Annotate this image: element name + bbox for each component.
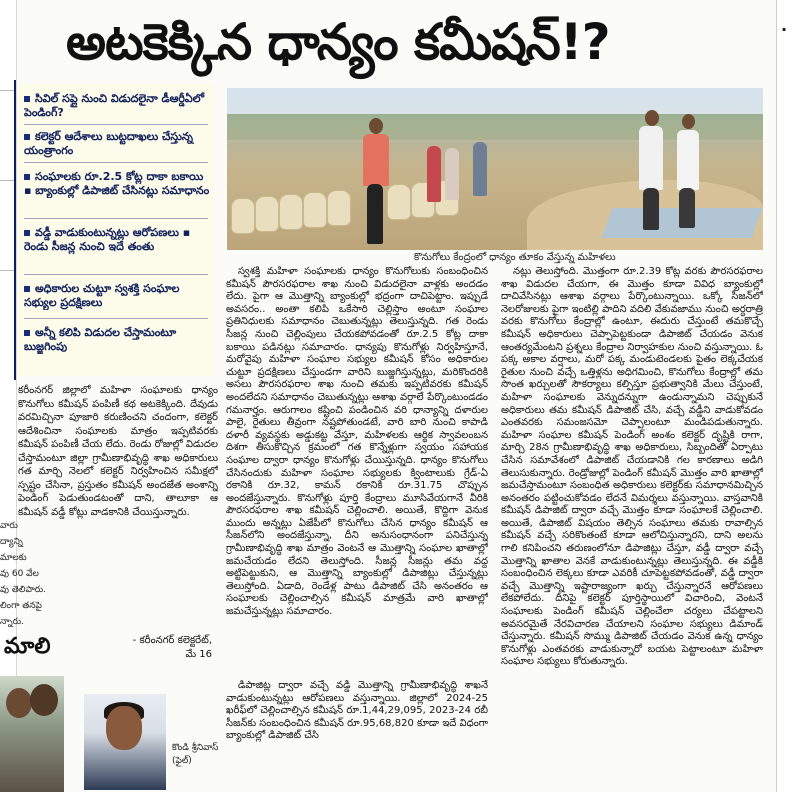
right-cropped-column	[776, 0, 800, 792]
highlight-separator	[24, 218, 208, 219]
fragment-text: వు తెలిపారు.	[0, 585, 47, 595]
person-head	[369, 118, 383, 134]
highlight-text: కలెక్టర్ ఆదేశాలు బుట్టదాఖలు చేస్తున్న యంత్రాంగం	[24, 130, 193, 157]
byline-date: మే 16	[185, 649, 212, 660]
highlight-separator	[24, 318, 208, 319]
body-paragraph: నట్లు తెలుస్తోంది. మొత్తంగా రూ.2.39 కోట్ల వరకు పౌరసరఫరాల శాఖ విడుదల చేయగా, ఈ మొత్తం కూడా వివిధ బ్యాంకుల్లో దాచివేసినట్లు ఆశాఖ వర్గాలు పేర్కొంటున్నాయి. ఒక్కో సీజన్‌లో నెలరోజులకు పైగా ఇంటిల్లి పాదిని వదిలి వేకువజాము నుంచి అర్ధరాత్రి వరకు కొనుగోలు కేంద్రాల్లో ఉంటూ, ఈదురు చేస్తుంటే తమకొచ్చే కమీషన్ అధికారులు చెప్పాపెట్టకుండా డిపాజిట్ చేయడం వెనుక ఆంతర్యమేంటని ప్రశ్నలు కేంద్రాల నిర్వాహకుల నుంచి వస్తున్నాయి. ఓ పక్క అకాల వర్షాలు, మరో పక్క మండుటెండలకు పైతం లెక్కచేయక రైతుల నుంచి వచ్చే ఒత్తిళ్లను అధిగమించి, కొనుగోలు కేంద్రాల్లో తమ సొంత ఖర్చులతో సౌకర్యాలు కల్పిస్తూ ప్రభుత్వానికి మేలు చేస్తుంటే, మహిళా సంఘాలకు వెన్నుదన్నుగా ఉండున్నామని చెప్పుకునే అధికారులు తమ కమీషన్ డిపాజిట్ చేసి, వచ్చే వడ్డీని వాడుకోవడం ఎంతవరకు సమంజసమో చెప్పాలంటూ మండిపడుతున్నారు. మహిళా సంఘాల కమీషన్ పెండింగ్ అంశం కలెక్టర్ దృష్టికి రాగా, మార్చి 28న గ్రామీణాభివృద్ధి శాఖ అధికారులు, సిబ్బందితో ఏర్పాటు చేసిన సమావేశంలో డిపాజిట్ చేయడానికి గల కారణాలు అడిగి తెలుసుకున్నారు. రెండ్రోజుల్లో పెండింగ్ కమీషన్ మొత్తం వారి ఖాతాల్లో జమచేస్తామంటూ సంబంధిత అధికారులు కలెక్టర్‌కు సమాధానమిచ్చిన అనంతరం పట్టించుకోవడం లేదనే విమర్శలు వస్తున్నాయి. వాస్తవానికి కమీషన్ డిపాజిట్ ద్వారా వచ్చే మొత్తం కూడా సంఘాలకే చెల్లించాలి. అయితే, డిపాజిట్ విషయం తెల్సిన సంఘాలు తమకు రావాల్సిన కమీషన్ వచ్చే సరికొంతంటే కూడా ఆలోచిస్తున్నారని, దాని అలను గాలి కనిపించని తరుణంలోనూ డిపాజిట్లు చేస్తూ, వడ్డీ ద్వారా వచ్చే మొత్తాన్ని ఖాతాల వెనకే వాడుకుంటున్నట్లు తెలుస్తున్నది. ఈ వడ్డీకి సంబంధించిన లెక్కలు కూడా ఎవరికీ చూపెట్టకపోవడంతో, వడ్డీ ద్వారా వచ్చే మొత్తాన్ని ఇష్టారాజ్యంగా ఖర్చు చేస్తున్నారనే ఆరోపణలు లేకపోలేదు. దీనిపై కలెక్టర్ పూర్తిస్థాయిలో విచారించి, వెంటనే సంఘాలకు పెండింగ్ కమీషన్ చెల్లించేలా చర్యలు చేపట్టాలని అవసరమైతే నేరవిచారణ చేయాలని సంఘాల సభ్యులు డిమాండ్ చేస్తున్నారు. కమీషన్ సొమ్ము డిపాజిట్ చేయడం వెనుక ఉన్న ధాన్యం కొనుగోళ్లు ఎంతవరకు వాడుకున్నారో బయట పెట్టాలంటూ మహిళా సంఘాల సభ్యులు కోరుతున్నారు.	[501, 266, 763, 668]
person-figure	[643, 188, 659, 230]
highlight-item	[24, 130, 214, 158]
fragment-text: లింగా తనపై	[0, 601, 42, 611]
photo-credit-name: కొండి శ్రీనివాస్	[172, 743, 219, 753]
person-figure	[639, 126, 663, 190]
person-head	[682, 114, 695, 129]
person-figure	[473, 142, 487, 196]
highlight-text: వడ్డీ వాడుకుంటున్నట్లు ఆరోపణలు ▪ రెండు సీజన్ల నుంచి ఇదే తంతు	[24, 226, 191, 253]
highlight-separator	[24, 162, 208, 163]
highlight-item	[24, 170, 214, 198]
fragment-text: న్నారు.	[0, 617, 24, 627]
highlight-text: అధికారుల చుట్టూ స్వశక్తి సంఘాల సభ్యుల ప్రదక్షిణలు	[24, 282, 180, 309]
byline	[120, 634, 212, 662]
grain-sack	[303, 192, 327, 228]
body-paragraph: డిపాజిట్ల ద్వారా వచ్చే వడ్డీ మొత్తాన్ని గ్రామీణాభివృద్ధి శాఖనే వాడుకుంటున్నట్లు ఆరోపణలు వస్తున్నాయి. జిల్లాలో 2024-25 ఖరీఫ్‌లో చెల్లించాల్సిన కమీషన్ రూ.1,44,29,095, 2023-24 రబీ సీజన్‌కు సంబంధించిన కమీషన్ రూ.95,68,820 కూడా ఇదే విధంగా బ్యాంకుల్లో డిపాజిట్ చేసి	[226, 680, 488, 742]
person-figure	[367, 184, 383, 244]
intro-paragraph: కరీంనగర్ జిల్లాలో మహిళా సంఘాలకు ధాన్యం కొనుగోలు కమీషన్ పంపిణీ కథ అటకెక్కింది. దేవుడు వరమిచ్చినా పూజారి కరుణించని చందంగా, కలెక్టర్ ఆదేశించినా సంఘాలకు మాత్రం ఇప్పటివరకు కమీషన్ పంపిణీ చేయ లేదు. రెండు రోజుల్లో విడుదల చేస్తామంటూ జిల్లా గ్రామీణాభివృద్ధి శాఖ అధికారులు గత మార్చి నెలలో కలెక్టర్ నిర్వహించిన సమీక్షలో స్పష్టం చేసినా, ప్రస్తుతం కమీషన్ అందజేత అంశాన్ని పెండింగ్ పెడుతుండటంతో దాని, తాలూకా ఆ కమీషన్ వడ్డీ కోట్లు వాడకానికి చేయిస్తున్నారు.	[18, 385, 218, 518]
fragment-text: ద్యాన్ని	[0, 537, 23, 547]
highlights-box	[18, 84, 214, 376]
byline-place: - కరీంనగర్ కలెక్టరేట్,	[132, 635, 212, 646]
bullet-icon	[24, 174, 30, 180]
person-figure	[679, 188, 695, 228]
fragment-text: వారు	[0, 521, 18, 531]
photo-caption: కొనుగోలు కేంద్రంలో ధాన్యం తూకం వేస్తున్న మహిళలు	[414, 252, 616, 263]
fragment-text: మాలకు	[0, 553, 27, 563]
person-figure	[6, 688, 32, 718]
bullet-icon	[24, 286, 30, 292]
person-head	[645, 110, 659, 126]
highlight-text: సివిల్ సప్లై నుంచి విడుదలైనా డీఆర్డీఏలో పెండింగ్?	[24, 92, 205, 119]
article-column-1-continued	[226, 680, 488, 790]
grain-sack	[231, 198, 255, 234]
grain-sack	[255, 196, 279, 232]
highlight-item	[24, 226, 214, 254]
highlight-item	[24, 92, 214, 120]
highlight-item	[24, 326, 214, 354]
person-figure	[363, 134, 389, 186]
highlight-separator	[24, 124, 208, 125]
reporter-photo	[84, 694, 166, 790]
highlight-text: అన్నీ కలిపి విడుదల చేస్తామంటూ బుజ్జగింపు	[24, 326, 177, 353]
highlight-item	[24, 282, 214, 310]
photo-credit-tag: (ఫైల్)	[172, 756, 192, 766]
adjacent-headline: మాలి	[4, 634, 51, 659]
cropped-glyph: ·	[781, 20, 788, 39]
article-column-1	[226, 266, 488, 678]
photo-credit	[172, 742, 224, 768]
grain-sack	[327, 190, 351, 226]
highlight-separator	[24, 274, 208, 275]
bullet-icon	[24, 96, 30, 102]
adjacent-photo	[0, 676, 64, 792]
article-photo	[227, 88, 763, 250]
bullet-icon	[24, 330, 30, 336]
person-figure	[427, 146, 441, 202]
person-figure	[445, 148, 459, 200]
body-paragraph: స్వశక్తి మహిళా సంఘాలకు ధాన్యం కొనుగోలుకు సంబంధించిన కమీషన్ పౌరసరఫరాల శాఖ నుంచి విడుదలైనా వాళ్లకు అందడం లేదు. పైగా ఆ మొత్తాన్ని బ్యాంకుల్లో భద్రంగా దాచిపెట్టాం. ఇప్పుడే అవసరం.. అంతా కలిపి ఒకేసారి చెల్లిస్తాం అంటూ సంఘాల ప్రతినిధులకు సమాధానం చెబుతున్నట్లు తెలుస్తున్నది. గత రెండు సీజన్ల నుంచి చెల్లింపులు చేయకపోవడంతో రూ.2.5 కోట్ల దాకా బకాయి పడినట్లు సమాచారం. ధాన్యపు కొనుగోళ్లు నిర్వహిస్తూనే, మరోవైపు మహిళా సంఘాల సభ్యుల కమీషన్ కోసం అధికారుల చుట్టూ ప్రదక్షిణలు చేస్తుండగా వారిని బుజ్జగిస్తున్నట్లు, మరికొందరికి అసలు పౌరసరఫరాల శాఖ నుంచి తమకు ఇప్పటివరకు కమీషన్ అందలేదని సమాధానం చెబుతున్నట్లు ఆశాఖ వర్గాలే పేర్కొంటుండడం గమనార్హం. ఆరుగాలం కష్టించి పండించిన వరి ధాన్యాన్ని దళారుల పాలై, రైతులు తీవ్రంగా నష్టపోతుండటే, వారి బారి నుంచి కాపాడి దళారీ వ్యవస్థకు అడ్డుకట్ట వేస్తూ, మహిళలకు ఆర్థిక స్వావలంబన దిశగా తీసుకొచ్చిన క్రమంలో గత కొన్నేళ్లుగా స్వయం సహాయక సంఘాల ద్వారా ధాన్యం కొనుగోళ్లు చేయిస్తున్నది. ధాన్యం కొనుగోలు చేసినందుకు మహిళా సంఘాల సభ్యులకు క్వింటాలుకు గ్రేడ్-ఏ రకానికి రూ.32, కామన్ రకానికి రూ.31.75 చొప్పున అందజేస్తున్నారు. కొనుగోళ్లు పూర్తి కేంద్రాలు మూసివేయగానే వీరికి పౌరసరఫరాల శాఖ కమీషన్ చెల్లించాలి. అయితే, కొద్దిగా వెనుక ముందు అన్నట్లు ఏజేపీలో కొనుగోలు చేసిన ధాన్యం కమీషన్ ఆ సీజన్‌లోని అందజేస్తున్నా, దీని అనుసంధానంగా పనిచేస్తున్న గ్రామీణాభివృద్ధి శాఖ మాత్రం వెంటనే ఆ మొత్తాన్ని సంఘాల ఖాతాల్లో జమచేయడం లేదని తెలుస్తోంది. సీజన్ల సీజన్లు తమ వద్ద అట్టిపెట్టుకుని, ఆ మొత్తాన్ని బ్యాంకుల్లో డిపాజిట్లు చేస్తున్నట్లు తెలుస్తోంది. ఏడాది, రెండేళ్ల పాటు డిపాజిట్ చేసి అనంతరం ఆ సంఘాలకు చెల్లించాల్సిన కమీషన్ మాత్రమే వారి ఖాతాల్లో జమచేస్తున్నట్లు సమాచారం.	[226, 266, 488, 618]
article-headline: అటకెక్కిన ధాన్యం కమీషన్!?	[66, 13, 610, 71]
face-shape	[106, 706, 142, 750]
bullet-icon	[24, 230, 30, 236]
article-column-2	[501, 266, 763, 786]
person-figure	[677, 130, 699, 190]
fragment-text: వు 60 వేల	[0, 569, 39, 579]
grain-sack	[279, 194, 303, 230]
grain-sack	[387, 184, 411, 220]
highlight-divider	[14, 80, 16, 380]
highlight-text: సంఘాలకు రూ.2.5 కోట్ల దాకా బకాయి ▪ బ్యాంకుల్లో డిపాజిట్ చేసినట్లు సమాధానం	[24, 170, 210, 197]
person-figure	[30, 684, 58, 716]
bullet-icon	[24, 134, 30, 140]
